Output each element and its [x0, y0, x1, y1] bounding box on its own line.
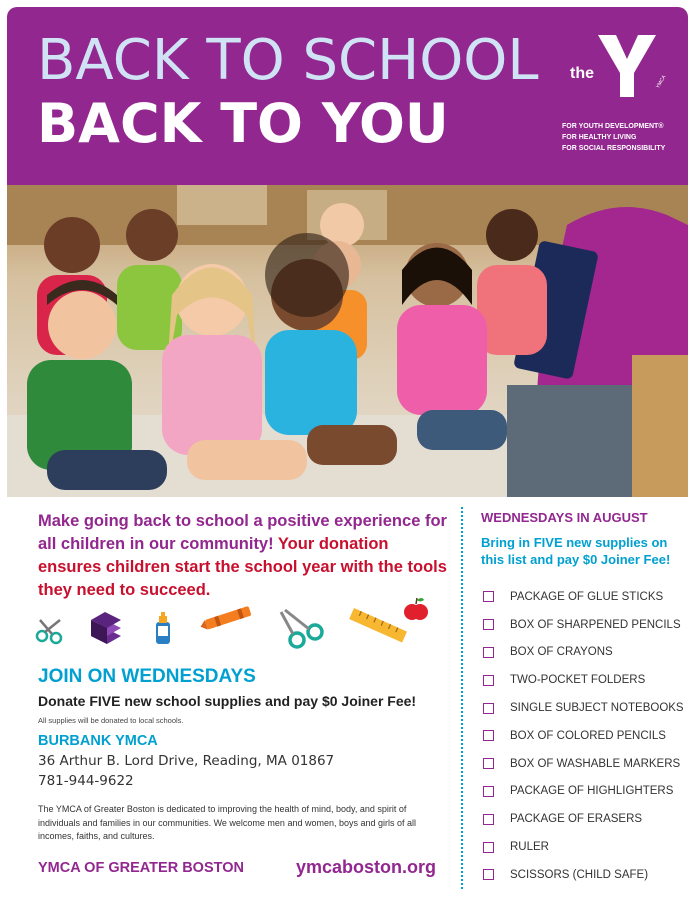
ruler-icon	[349, 608, 407, 643]
checklist-label: RULER	[510, 841, 549, 854]
supply-checklist	[483, 583, 688, 889]
checklist-label: BOX OF CRAYONS	[510, 646, 613, 659]
checkbox[interactable]	[483, 786, 494, 797]
checklist-label: PACKAGE OF ERASERS	[510, 813, 643, 826]
title-line-1: BACK TO SCHOOL	[37, 28, 539, 93]
branch-name: BURBANK YMCA	[38, 733, 158, 749]
checklist-item[interactable]	[483, 833, 688, 861]
checklist-label: BOX OF COLORED PENCILS	[510, 729, 666, 742]
sidebar-note: Bring in FIVE new supplies on this list and pay $0 Joiner Fee!	[481, 535, 671, 567]
org-name: YMCA OF GREATER BOSTON	[38, 860, 244, 876]
checklist-item[interactable]	[483, 805, 688, 833]
logo-the-text: the	[570, 65, 594, 82]
checklist-item[interactable]	[483, 611, 688, 639]
logo-ymca-text: YMCA	[655, 74, 668, 90]
join-heading: JOIN ON WEDNESDAYS	[38, 666, 256, 687]
scissors-icon	[37, 620, 61, 643]
books-icon	[91, 612, 121, 644]
glue-icon	[156, 612, 170, 644]
branch-address: 36 Arthur B. Lord Drive, Reading, MA 01867	[38, 753, 335, 769]
checklist-item[interactable]	[483, 778, 688, 806]
checkbox[interactable]	[483, 591, 494, 602]
checkbox[interactable]	[483, 703, 494, 714]
checklist-label: SCISSORS (CHILD SAFE)	[510, 868, 649, 881]
dotted-divider	[461, 507, 463, 889]
ymca-y-icon	[594, 33, 660, 99]
title-line-2: BACK TO YOU	[37, 92, 449, 155]
checklist-label: SINGLE SUBJECT NOTEBOOKS	[510, 702, 684, 715]
checklist-label: BOX OF WASHABLE MARKERS	[510, 757, 681, 770]
apple-icon	[404, 598, 428, 620]
mission-statement: The YMCA of Greater Boston is dedicated to improving the health of mind, body, and spirit of individuals and families in our communities. We welcome men and women, boys and girls of all incomes, faiths, and cultures.	[38, 804, 417, 841]
flyer	[7, 7, 688, 893]
checkbox[interactable]	[483, 675, 494, 686]
intro-text	[38, 510, 448, 602]
fine-print: All supplies will be donated to local schools.	[38, 716, 184, 725]
checklist-label: TWO-POCKET FOLDERS	[510, 674, 646, 687]
tagline-line: FOR YOUTH DEVELOPMENT®	[562, 123, 664, 130]
tagline-line: FOR SOCIAL RESPONSIBILITY	[562, 145, 666, 152]
checklist-label: BOX OF SHARPENED PENCILS	[510, 618, 681, 631]
donate-text: Donate FIVE new school supplies and pay $0 Joiner Fee!	[38, 693, 417, 709]
checklist-item[interactable]	[483, 861, 688, 889]
checkbox[interactable]	[483, 730, 494, 741]
checklist-item[interactable]	[483, 722, 688, 750]
checkbox[interactable]	[483, 814, 494, 825]
crayon-icon	[199, 606, 252, 632]
checkbox[interactable]	[483, 619, 494, 630]
checklist-label: PACKAGE OF GLUE STICKS	[510, 590, 664, 603]
tagline-line: FOR HEALTHY LIVING	[562, 134, 637, 141]
intro-red: Your donation ensures children start the school year with the tools they need to succeed.	[38, 535, 447, 599]
ymca-logo	[560, 33, 670, 103]
intro-purple: Make going back to school a positive experience for all children in our community!	[38, 512, 447, 553]
sidebar-heading: WEDNESDAYS IN AUGUST	[481, 510, 648, 525]
checklist-item[interactable]	[483, 583, 688, 611]
checklist-label: PACKAGE OF HIGHLIGHTERS	[510, 785, 674, 798]
tagline	[562, 121, 665, 154]
checkbox[interactable]	[483, 869, 494, 880]
header-banner	[7, 7, 688, 185]
checkbox[interactable]	[483, 758, 494, 769]
checklist-item[interactable]	[483, 666, 688, 694]
checklist-item[interactable]	[483, 750, 688, 778]
checkbox[interactable]	[483, 842, 494, 853]
checkbox[interactable]	[483, 647, 494, 658]
photo-illustration	[7, 185, 688, 497]
checklist-item[interactable]	[483, 694, 688, 722]
website-link[interactable]: ymcaboston.org	[296, 857, 437, 877]
scissors-icon	[281, 610, 322, 647]
classroom-children-photo	[7, 185, 688, 497]
supply-icons	[34, 592, 444, 662]
branch-phone: 781-944-9622	[38, 773, 134, 789]
checklist-item[interactable]	[483, 639, 688, 667]
